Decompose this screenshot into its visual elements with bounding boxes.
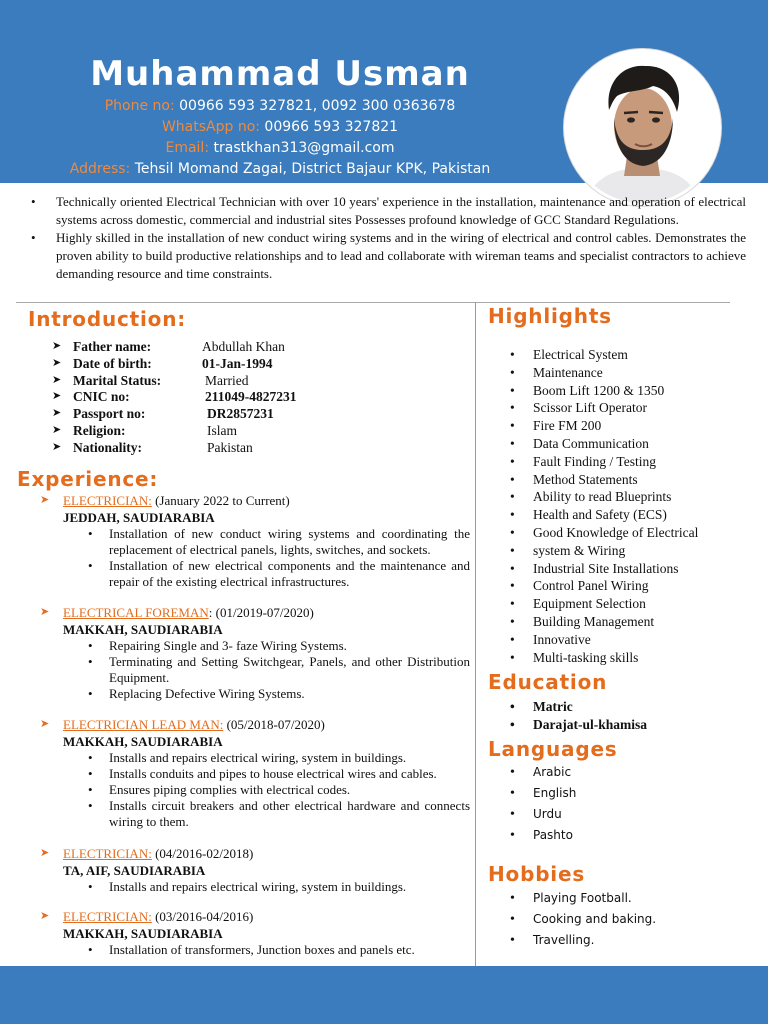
highlight-item: • Industrial Site Installations [510,560,760,578]
education-item: • Darajat-ul-khamisa [510,716,647,734]
education-heading: Education [488,670,608,694]
duty-item: • Installs and repairs electrical wiring, system in buildings. [40,879,470,895]
job-period: (January 2022 to Current) [151,493,290,508]
professional-summary [28,193,746,283]
arrow-icon: ➤ [52,407,62,419]
language-item: • Urdu [510,804,576,825]
phone-value: 00966 593 327821, 0092 300 0363678 [174,98,456,114]
duty-item: • Repairing Single and 3- faze Wiring Systems. [40,638,470,654]
hobbies-heading: Hobbies [488,862,586,886]
duty-item: • Replacing Defective Wiring Systems. [40,686,470,702]
highlight-item: • Fire FM 200 [510,417,760,435]
highlight-item: • Boom Lift 1200 & 1350 [510,382,760,400]
candidate-name: Muhammad Usman [90,54,470,94]
intro-key: CNIC no: [73,389,130,404]
intro-value: 01-Jan-1994 [202,356,273,371]
intro-value: Islam [207,423,237,438]
intro-key: Passport no: [73,406,146,421]
language-item: • English [510,783,576,804]
arrow-icon: ➤ [52,441,62,453]
duty-item: • Installation of new conduct wiring systems and coordinating the replacement of electrical panels, lights, switches, and sockets. [40,526,470,558]
languages-heading: Languages [488,737,618,761]
job-period: (05/2018-07/2020) [223,717,325,732]
highlight-item: • Health and Safety (ECS) [510,506,760,524]
highlight-item: • Method Statements [510,471,760,489]
job-entry [40,909,470,958]
job-duties [40,638,470,702]
intro-key: Marital Status: [73,373,162,388]
intro-key: Date of birth: [73,356,152,371]
job-period: (04/2016-02/2018) [151,846,254,861]
arrow-icon: ➤ [52,357,62,369]
highlight-item: • Building Management [510,613,760,631]
intro-key: Father name: [73,339,152,354]
duty-item: • Installs circuit breakers and other electrical hardware and connects wiring to them. [40,798,470,830]
portrait-illustration [567,52,718,203]
highlight-item: • Fault Finding / Testing [510,453,760,471]
summary-item: • Technically oriented Electrical Technician with over 10 years' experience in the installation, maintenance and operation of electrical systems across domestic, commercial and industrial sites Possesses profound knowledge of GCC Standard Regulations. [28,193,746,229]
arrow-icon: ➤ [52,374,62,386]
highlight-item: • Multi-tasking skills [510,649,760,667]
education-list [510,698,647,734]
address-line [0,161,560,177]
intro-key: Nationality: [73,440,142,455]
phone-line [0,98,560,114]
column-divider [475,302,476,982]
job-duties [40,526,470,590]
hobby-item: • Travelling. [510,930,656,951]
email-value[interactable]: trastkhan313@gmail.com [209,140,395,156]
job-title: ELECTRICIAN: [63,846,152,861]
job-period: : (01/2019-07/2020) [208,605,314,620]
whatsapp-line [0,119,560,135]
intro-value: Abdullah Khan [202,339,285,354]
address-value: Tehsil Momand Zagai, District Bajaur KPK, Pakistan [130,161,491,177]
highlight-item: • Ability to read Blueprints [510,488,760,506]
highlight-item: • Scissor Lift Operator [510,399,760,417]
duty-item: • Installs and repairs electrical wiring, system in buildings. [40,750,470,766]
duty-item: • Terminating and Setting Switchgear, Panels, and other Distribution Equipment. [40,654,470,686]
introduction-heading: Introduction: [28,307,187,331]
arrow-icon: ➤ [52,390,62,402]
job-location: MAKKAH, SAUDIARABIA [63,622,223,637]
job-location: MAKKAH, SAUDIARABIA [63,734,223,749]
job-entry [40,717,470,830]
arrow-icon: ➤ [40,910,50,922]
hobby-item: • Cooking and baking. [510,909,656,930]
highlights-list [510,346,760,666]
arrow-icon: ➤ [40,718,50,730]
job-period: (03/2016-04/2016) [151,909,254,924]
summary-item: • Highly skilled in the installation of new conduct wiring systems and in the wiring of electrical and control cables. Demonstrates the proven ability to build productive relationships and to lead and collaborate with wireman teams and specialist contractors to achieve demanding resource and time constraints. [28,229,746,283]
highlights-heading: Highlights [488,304,612,328]
duty-item: • Ensures piping complies with electrical codes. [40,782,470,798]
job-duties [40,942,470,958]
language-item: • Pashto [510,825,576,846]
arrow-icon: ➤ [52,424,62,436]
intro-value: DR2857231 [207,406,274,421]
hobbies-list [510,888,656,951]
job-entry [40,846,470,895]
job-title: ELECTRICIAN: [63,909,152,924]
intro-value: Pakistan [207,440,253,455]
job-entry [40,493,470,590]
job-entry [40,605,470,702]
job-duties [40,879,470,895]
experience-heading: Experience: [17,467,159,491]
highlight-item: • Innovative [510,631,760,649]
intro-key: Religion: [73,423,126,438]
duty-item: • Installation of transformers, Junction boxes and panels etc. [40,942,470,958]
profile-photo [564,49,721,206]
email-label: Email: [165,140,210,156]
address-label: Address: [69,161,131,177]
section-divider [16,302,730,303]
email-line [0,140,560,156]
highlight-item: • Equipment Selection [510,595,760,613]
intro-value: 211049-4827231 [205,389,297,404]
highlight-item: • Data Communication [510,435,760,453]
duty-item: • Installs conduits and pipes to house electrical wires and cables. [40,766,470,782]
job-title: ELECTRICAL FOREMAN [63,605,209,620]
arrow-icon: ➤ [40,494,50,506]
arrow-icon: ➤ [52,340,62,352]
whatsapp-value: 00966 593 327821 [259,119,399,135]
job-location: MAKKAH, SAUDIARABIA [63,926,223,941]
job-location: JEDDAH, SAUDIARABIA [63,510,215,525]
phone-label: Phone no: [104,98,175,114]
highlight-item: • Electrical System [510,346,760,364]
job-location: TA, AIF, SAUDIARABIA [63,863,206,878]
education-item: • Matric [510,698,647,716]
highlight-item: • Good Knowledge of Electrical [510,524,760,542]
whatsapp-label: WhatsApp no: [161,119,260,135]
job-duties [40,750,470,830]
job-title: ELECTRICIAN LEAD MAN: [63,717,224,732]
arrow-icon: ➤ [40,606,50,618]
language-item: • Arabic [510,762,576,783]
hobby-item: • Playing Football. [510,888,656,909]
job-title: ELECTRICIAN: [63,493,152,508]
arrow-icon: ➤ [40,847,50,859]
highlight-item: • system & Wiring [510,542,760,560]
highlight-item: • Control Panel Wiring [510,577,760,595]
highlight-item: • Maintenance [510,364,760,382]
footer-banner [0,966,768,1024]
intro-value: Married [205,373,249,388]
duty-item: • Installation of new electrical components and the maintenance and repair of the existing electrical infrastructures. [40,558,470,590]
languages-list [510,762,576,846]
